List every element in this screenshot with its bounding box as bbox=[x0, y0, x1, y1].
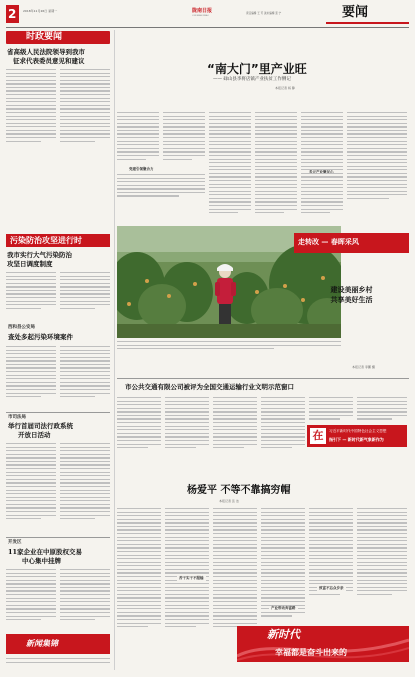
lead-story-subtitle: —— 碌山县李将店镇产业扶贫工作侧记 bbox=[213, 77, 291, 82]
yang-subhead-3: 致富不忘众乡亲 bbox=[319, 586, 344, 590]
story5-body bbox=[6, 569, 110, 629]
study-box-seal-glyph: 在 bbox=[312, 429, 324, 442]
story2-col1 bbox=[6, 272, 56, 311]
story3-col1 bbox=[6, 346, 56, 400]
story5-title-line1: 11家企业在中原股权交易 bbox=[8, 548, 83, 556]
story1-title-line1: 省高级人民法院领导到我市 bbox=[7, 48, 85, 56]
slogan-banner bbox=[294, 233, 409, 253]
story4-kicker: 市司法局 bbox=[8, 415, 26, 420]
bus-story bbox=[117, 381, 409, 481]
story1-col1 bbox=[6, 69, 56, 144]
story1-title-line2: 征求代表委员意见和建议 bbox=[13, 57, 85, 65]
bus-col-6 bbox=[357, 397, 407, 422]
lead-subhead-1: 党建引领聚合力 bbox=[129, 167, 154, 171]
yang-col-1 bbox=[117, 508, 161, 630]
lead-col-1 bbox=[209, 112, 251, 216]
story4-title bbox=[8, 422, 112, 440]
story1-body bbox=[6, 69, 110, 219]
story2-body bbox=[6, 272, 110, 322]
story1-col2 bbox=[60, 69, 110, 144]
slogan-text: 走转改 — 春晖采风 bbox=[298, 238, 359, 246]
yang-story-title: 杨爱平 不等不靠搞穷帽 bbox=[187, 485, 291, 496]
left-divider-1 bbox=[6, 412, 110, 413]
yang-story bbox=[117, 480, 409, 670]
study-box-seal bbox=[310, 428, 326, 444]
yang-col-2 bbox=[165, 508, 209, 630]
yang-story-byline: 本报记者 张 洁 bbox=[219, 499, 239, 503]
jijin-body bbox=[6, 658, 110, 670]
lead-story-title: “南大门”里产业旺 bbox=[207, 62, 307, 76]
story4-col2 bbox=[60, 443, 110, 522]
section-banner-shizheng bbox=[6, 31, 110, 44]
lead-story-byline: 本报记者 杨 静 bbox=[275, 86, 295, 90]
banner-shizheng-label: 时政要闻 bbox=[26, 32, 63, 42]
bus-col-5 bbox=[309, 397, 353, 422]
story5-kicker: 开发区 bbox=[8, 540, 22, 545]
banner-jijin-label: 新闻集锦 bbox=[26, 639, 58, 648]
column-rule-left bbox=[114, 30, 115, 670]
lead-col-3 bbox=[301, 112, 343, 216]
yang-subhead-1: 苦干实干不服输 bbox=[179, 576, 204, 580]
paper-name: 陇南日报 bbox=[192, 8, 213, 14]
lead-col-upper-2 bbox=[163, 112, 205, 162]
mid-rule bbox=[117, 378, 409, 379]
right-column bbox=[298, 75, 409, 375]
story2-title bbox=[7, 251, 111, 269]
story2-title-line2: 攻坚日调度制度 bbox=[7, 260, 53, 268]
left-divider-2 bbox=[6, 537, 110, 538]
photo-caption-body bbox=[117, 341, 341, 352]
story5-col1 bbox=[6, 569, 56, 623]
yang-col-6 bbox=[357, 508, 407, 597]
yang-col-5 bbox=[309, 508, 353, 597]
bus-col-4 bbox=[261, 397, 305, 451]
lead-col-upper-3 bbox=[117, 174, 205, 199]
bus-story-title: 市公共交通有限公司被评为全国交通运输行业文明示范窗口 bbox=[125, 383, 294, 391]
photo-headline-line1: 建设美丽乡村 bbox=[330, 285, 373, 294]
section-banner-wuran bbox=[6, 234, 110, 247]
story3-body bbox=[6, 346, 110, 408]
masthead-red-rule bbox=[326, 22, 409, 24]
section-title: 要闻 bbox=[342, 5, 369, 20]
story4-title-line2: 开放日活动 bbox=[18, 431, 51, 439]
story4-body bbox=[6, 443, 110, 533]
story5-title bbox=[8, 548, 112, 566]
footer-banner-top: 新时代 bbox=[267, 628, 300, 641]
bus-col-1 bbox=[117, 397, 161, 451]
lead-col-upper-1 bbox=[117, 112, 159, 162]
photo-headline-line2: 共享美好生活 bbox=[330, 295, 373, 304]
story2-title-line1: 我市实行大气污染防治 bbox=[7, 251, 72, 259]
masthead bbox=[6, 5, 409, 28]
footer-banner-bottom: 幸福都是奋斗出来的 bbox=[275, 648, 347, 657]
story2-col2 bbox=[60, 272, 110, 311]
story5-title-line2: 中心集中挂牌 bbox=[22, 557, 61, 565]
page-number: 2 bbox=[8, 7, 17, 21]
yang-subhead-2: 产业带动奔富路 bbox=[271, 606, 296, 610]
bus-col-3 bbox=[213, 397, 257, 451]
story4-title-line1: 举行首届司法行政系统 bbox=[8, 422, 73, 430]
date-line: 2018年11月26日 星期一 bbox=[23, 9, 58, 13]
story5-col2 bbox=[60, 569, 110, 623]
paper-pinyin: LONGNAN RIBAO bbox=[192, 15, 209, 17]
story1-title bbox=[7, 48, 111, 66]
lead-col-2 bbox=[255, 112, 297, 216]
study-box bbox=[307, 425, 407, 447]
story3-kicker: 西和县公安局 bbox=[8, 325, 35, 330]
story3-col2 bbox=[60, 346, 110, 400]
photo-credit: 本报记者 李鹏 摄 bbox=[352, 365, 375, 369]
story4-col1 bbox=[6, 443, 56, 522]
masthead-rule bbox=[6, 27, 409, 28]
bus-col-2 bbox=[165, 397, 209, 451]
yang-col-4 bbox=[261, 508, 305, 619]
banner-wuran-label: 污染防治攻坚进行时 bbox=[10, 236, 82, 245]
study-box-line2: 指引下 — 新时代新气象新作为 bbox=[329, 437, 384, 442]
editor-line: 责任编辑 王 芳 美术编辑 张 宁 bbox=[246, 12, 282, 15]
story3-title: 查处多起污染环境案件 bbox=[8, 333, 73, 341]
photo-headline bbox=[294, 285, 409, 305]
study-box-line1: 习近平新时代中国特色社会主义思想 bbox=[329, 429, 387, 433]
left-column bbox=[6, 29, 114, 671]
section-banner-jijin bbox=[6, 634, 110, 654]
footer-banner bbox=[237, 626, 409, 662]
yang-col-3 bbox=[213, 508, 257, 630]
